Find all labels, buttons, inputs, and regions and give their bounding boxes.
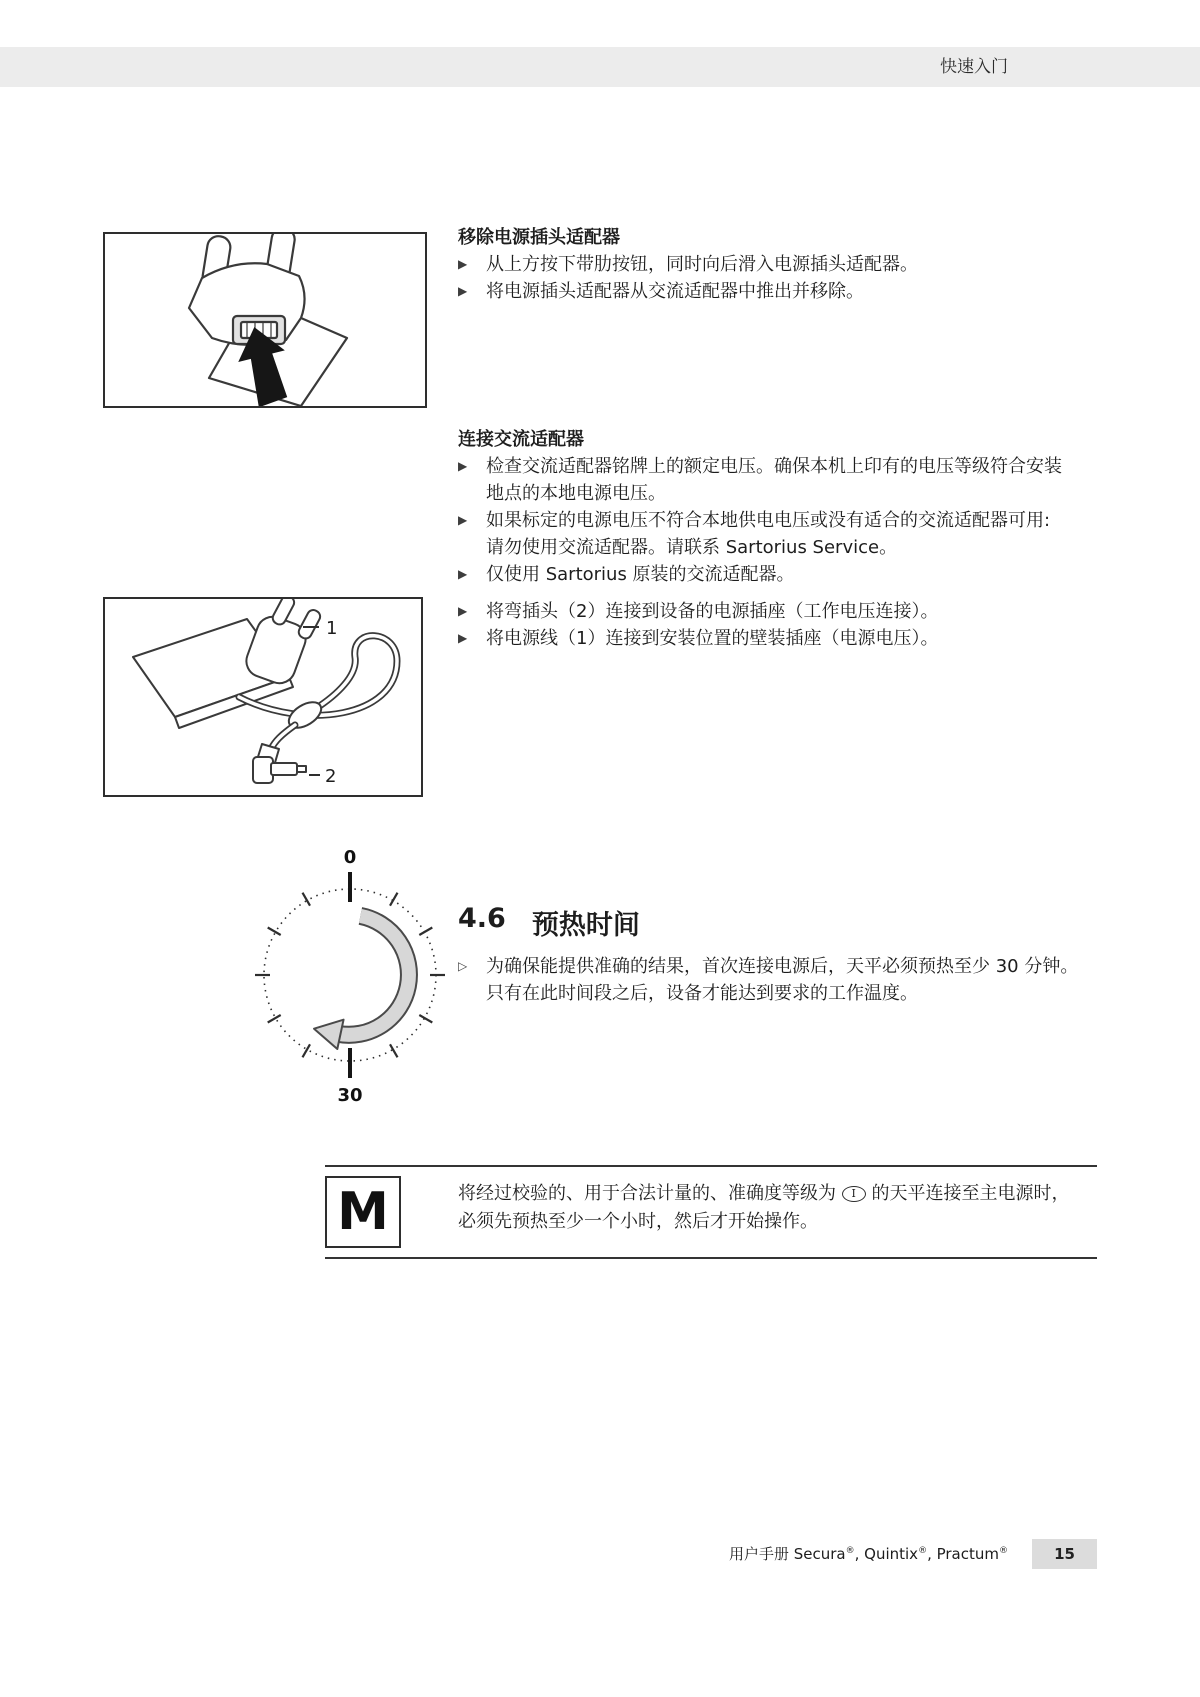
note-divider-bottom xyxy=(325,1257,1097,1259)
elapsed-time-arrow xyxy=(311,916,409,1049)
section-connect-ac-adapter xyxy=(458,426,1062,652)
bullet-triangle-icon: ▶ xyxy=(458,631,468,645)
clock-start-label: 0 xyxy=(343,847,357,868)
step-line: 请勿使用交流适配器。请联系 Sartorius Service。 xyxy=(486,537,898,558)
step-text xyxy=(486,953,1078,1007)
bullet-outline-triangle-icon: ▷ xyxy=(458,959,468,973)
section-number: 4.6 xyxy=(458,903,506,934)
step-line: 如果标定的电源电压不符合本地供电电压或没有适合的交流适配器可用: xyxy=(486,510,1051,531)
warmup-clock-figure xyxy=(255,846,445,1108)
instruction-step xyxy=(458,251,918,278)
footer-segment: , Practum xyxy=(927,1545,999,1563)
registered-mark: ® xyxy=(845,1546,855,1556)
step-text: 将电源插头适配器从交流适配器中推出并移除。 xyxy=(486,281,864,302)
step-text: 将电源线（1）连接到安装位置的壁装插座（电源电压）。 xyxy=(486,628,939,649)
callout-lines xyxy=(303,627,320,775)
note-text-after: 的天平连接至主电源时， xyxy=(865,1183,1070,1204)
step-text: 将弯插头（2）连接到设备的电源插座（工作电压连接）。 xyxy=(486,601,939,622)
section-title: 预热时间 xyxy=(531,910,640,941)
header-band xyxy=(0,47,1200,87)
instruction-step xyxy=(458,953,1078,1007)
angle-connector-tip xyxy=(297,766,306,772)
footer-segment: 用户手册 Secura xyxy=(728,1545,846,1563)
warmup-note xyxy=(458,953,1078,1007)
accuracy-class-icon: I xyxy=(842,1186,866,1202)
bullet-triangle-icon: ▶ xyxy=(458,513,468,527)
section-heading: 连接交流适配器 xyxy=(458,429,584,450)
metrology-symbol-box xyxy=(325,1176,401,1248)
note-line xyxy=(458,1180,1069,1208)
registered-mark: ® xyxy=(999,1546,1008,1556)
step-line: 为确保能提供准确的结果，首次连接电源后，天平必须预热至少 30 分钟。 xyxy=(486,956,1079,977)
header-chapter-title: 快速入门 xyxy=(940,57,1008,77)
metrology-note-text xyxy=(458,1180,1069,1236)
warmup-clock-illustration xyxy=(255,870,445,1080)
step-line: 只有在此时间段之后，设备才能达到要求的工作温度。 xyxy=(486,983,918,1004)
bullet-triangle-icon: ▶ xyxy=(458,284,468,298)
bullet-triangle-icon: ▶ xyxy=(458,567,468,581)
ac-adapter-illustration xyxy=(105,599,421,795)
clock-end-label: 30 xyxy=(337,1085,363,1106)
power-cable-tail xyxy=(271,725,295,749)
plug-pin-lower xyxy=(297,608,323,641)
step-text xyxy=(486,507,1050,561)
section-4-6-heading xyxy=(458,903,640,942)
footer-manual-title xyxy=(729,1543,1008,1564)
step-text: 仅使用 Sartorius 原装的交流适配器。 xyxy=(486,564,795,585)
callout-label-1: 1 xyxy=(326,618,338,639)
instruction-step xyxy=(458,278,918,305)
instruction-step xyxy=(458,598,1062,625)
footer-segment: , Quintix xyxy=(854,1545,919,1563)
note-divider-top xyxy=(325,1165,1097,1167)
instruction-step xyxy=(458,561,1062,588)
bullet-triangle-icon: ▶ xyxy=(458,459,468,473)
section-remove-plug-adapter xyxy=(458,224,918,305)
section-heading: 移除电源插头适配器 xyxy=(458,227,620,248)
metrology-m-symbol: M xyxy=(337,1182,389,1242)
instruction-step xyxy=(458,507,1062,561)
power-plug-adapter-figure xyxy=(103,232,427,408)
power-plug-adapter-illustration xyxy=(105,234,425,406)
bullet-triangle-icon: ▶ xyxy=(458,604,468,618)
angle-connector-barrel xyxy=(271,763,297,775)
note-text-before: 将经过校验的、用于合法计量的、准确度等级为 xyxy=(458,1183,842,1204)
instruction-step xyxy=(458,453,1062,507)
page-number-badge: 15 xyxy=(1032,1539,1097,1569)
step-line: 检查交流适配器铭牌上的额定电压。确保本机上印有的电压等级符合安装 xyxy=(486,456,1062,477)
registered-mark: ® xyxy=(918,1546,928,1556)
step-text xyxy=(486,453,1062,507)
bullet-triangle-icon: ▶ xyxy=(458,257,468,271)
step-line: 地点的本地电源电压。 xyxy=(486,483,666,504)
instruction-step xyxy=(458,625,1062,652)
callout-label-2: 2 xyxy=(325,766,337,787)
step-text: 从上方按下带肋按钮，同时向后滑入电源插头适配器。 xyxy=(486,254,918,275)
note-line: 必须先预热至少一个小时，然后才开始操作。 xyxy=(458,1211,818,1232)
ac-adapter-figure xyxy=(103,597,423,797)
